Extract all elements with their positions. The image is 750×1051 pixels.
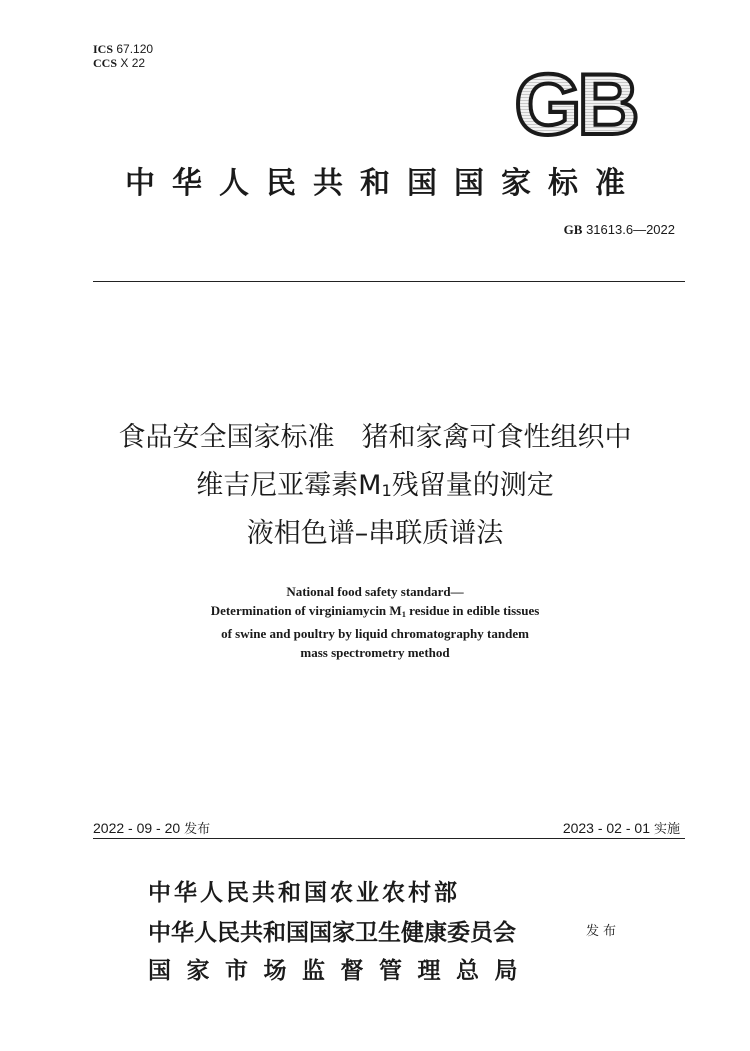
english-title-line-1: National food safety standard— bbox=[286, 584, 464, 599]
publisher-market-regulation: 国家市场监督管理总局 bbox=[148, 957, 533, 984]
publisher-health-commission: 中华人民共和国国家卫生健康委员会 bbox=[148, 919, 516, 946]
english-title-line-2 bbox=[0, 601, 750, 624]
chinese-title-line-2-after: 残留量的测定 bbox=[391, 470, 554, 501]
english-title-line-3: of swine and poultry by liquid chromatography tandem bbox=[221, 626, 529, 641]
ccs-prefix: CCS bbox=[93, 56, 118, 70]
gb-logo-text: GB bbox=[514, 64, 636, 140]
top-divider bbox=[93, 281, 685, 282]
issue-date bbox=[93, 818, 210, 837]
publish-label: 发布 bbox=[586, 924, 621, 939]
chinese-title-subscript: 1 bbox=[381, 481, 392, 500]
standard-type-heading: 中华人民共和国国家标准 bbox=[125, 166, 642, 201]
chinese-title-line-2-before: 维吉尼亚霉素M bbox=[196, 470, 382, 501]
chinese-title-line-2 bbox=[0, 466, 750, 511]
chinese-title-part-1: 食品安全国家标准 bbox=[118, 422, 335, 453]
english-title-line-4: mass spectrometry method bbox=[300, 645, 450, 660]
standard-number-value: 31613.6—2022 bbox=[586, 222, 675, 237]
ccs-code: X 22 bbox=[120, 56, 146, 70]
implementation-date-label: 实施 bbox=[653, 822, 680, 837]
ics-code: 67.120 bbox=[116, 42, 154, 56]
bottom-divider bbox=[93, 838, 685, 839]
ics-classification bbox=[93, 42, 153, 56]
issue-date-label: 发布 bbox=[184, 822, 211, 837]
implementation-date-value: 2023 - 02 - 01 bbox=[562, 820, 650, 836]
english-title-subscript: 1 bbox=[401, 609, 406, 619]
english-title-line-2-before: Determination of virginiamycin M bbox=[210, 603, 402, 618]
chinese-title-line-3: 液相色谱–串联质谱法 bbox=[246, 518, 504, 549]
english-title bbox=[0, 582, 750, 662]
standard-number-prefix: GB bbox=[563, 222, 583, 237]
issue-date-value: 2022 - 09 - 20 bbox=[93, 820, 181, 836]
gb-logo bbox=[505, 64, 645, 140]
english-title-line-2-after: residue in edible tissues bbox=[405, 603, 540, 618]
standard-number bbox=[564, 222, 675, 238]
implementation-date bbox=[563, 818, 680, 837]
publisher-ministry-of-agriculture: 中华人民共和国农业农村部 bbox=[148, 879, 460, 906]
chinese-title-part-2: 猪和家禽可食性组织中 bbox=[361, 422, 632, 453]
chinese-title-line-1 bbox=[0, 418, 750, 458]
ccs-classification bbox=[93, 56, 145, 70]
ics-prefix: ICS bbox=[93, 42, 114, 56]
